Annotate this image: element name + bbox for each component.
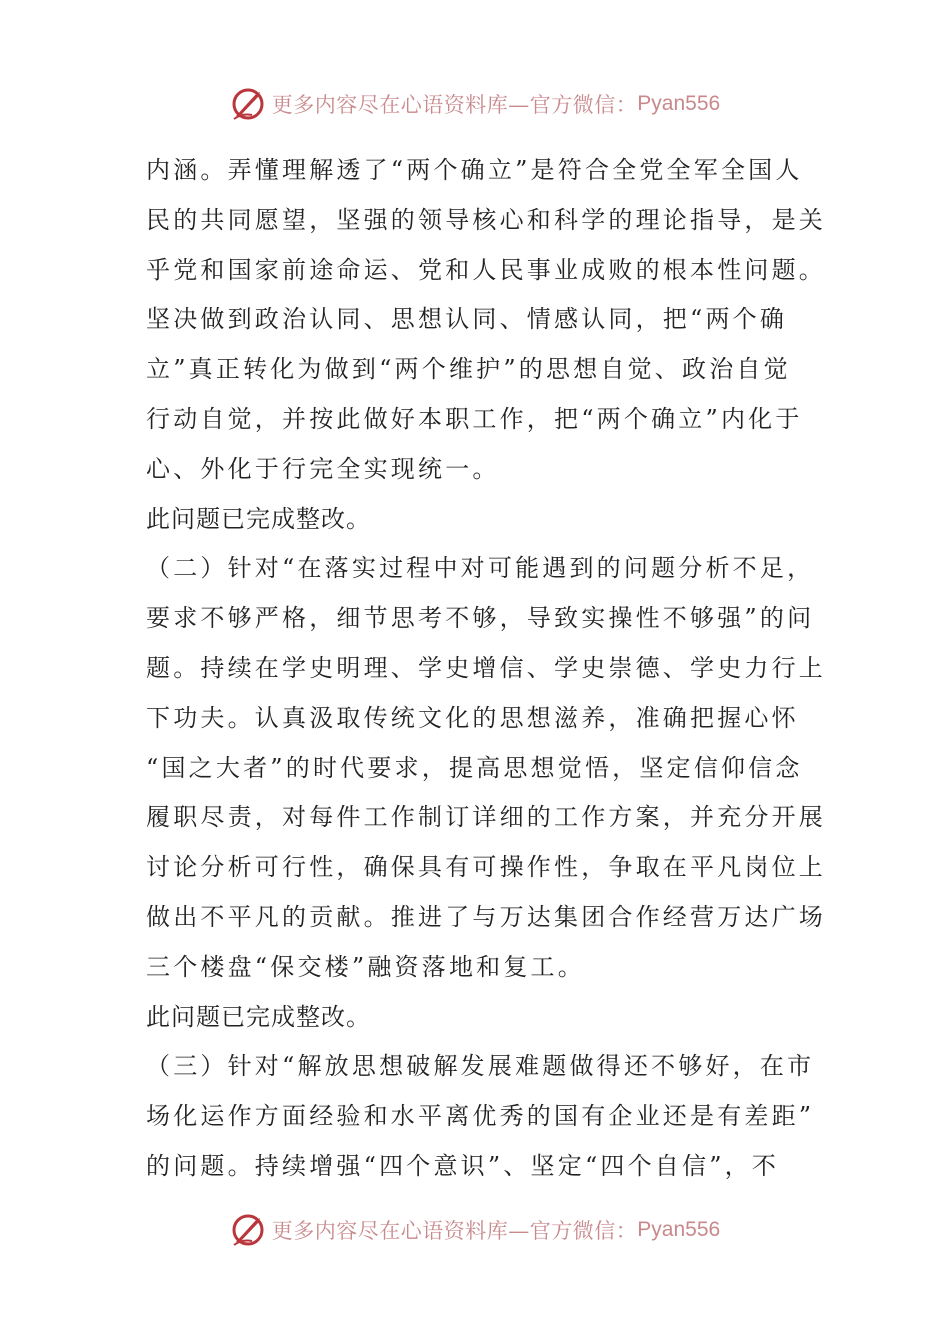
text-line: 此问题已完成整改。 <box>146 1002 371 1031</box>
text-line: 讨论分析可行性，确保具有可操作性，争取在平凡岗位上 <box>146 853 826 882</box>
text-line: 坚决做到政治认同、思想认同、情感认同，把“两个确 <box>146 305 788 334</box>
banner-text: 更多内容尽在心语资料库—官方微信： <box>271 93 638 117</box>
text-line: 心、外化于行完全实现统一。 <box>146 454 500 483</box>
text-line: 题。持续在学史明理、学史增信、学史崇德、学史力行上 <box>146 653 826 682</box>
text-line: 民的共同愿望，坚强的领导核心和科学的理论指导，是关 <box>146 205 826 234</box>
wechat-id: Pyan556 <box>637 1218 721 1241</box>
text-line: 乎党和国家前途命运、党和人民事业成败的根本性问题。 <box>146 255 826 284</box>
text-line: “国之大者”的时代要求，提高思想觉悟，坚定信仰信念 <box>146 753 803 782</box>
text-line: 的问题。持续增强“四个意识”、坚定“四个自信”，不 <box>146 1151 780 1180</box>
text-line: 三个楼盘“保交楼”融资落地和复工。 <box>146 952 585 981</box>
section-heading-line: （三）针对“解放思想破解发展难题做得还不够好，在市 <box>146 1052 815 1081</box>
wechat-id: Pyan556 <box>637 92 721 115</box>
text-line: 立”真正转化为做到“两个维护”的思想自觉、政治自觉 <box>146 355 791 384</box>
document-body <box>146 146 826 1192</box>
banner-text: 更多内容尽在心语资料库—官方微信： <box>271 1219 638 1243</box>
footer-banner <box>0 1208 950 1252</box>
text-line: 要求不够严格，细节思考不够，导致实操性不够强”的问 <box>146 604 815 633</box>
section-heading-line: （二）针对“在落实过程中对可能遇到的问题分析不足， <box>146 554 815 583</box>
quill-logo-icon <box>230 1212 266 1248</box>
text-line: 做出不平凡的贡献。推进了与万达集团合作经营万达广场 <box>146 902 826 931</box>
quill-logo-icon <box>230 86 266 122</box>
text-line: 内涵。弄懂理解透了“两个确立”是符合全党全军全国人 <box>146 156 803 184</box>
text-line: 此问题已完成整改。 <box>146 504 371 533</box>
text-line: 下功夫。认真汲取传统文化的思想滋养，准确把握心怀 <box>146 703 799 732</box>
header-banner <box>0 82 950 126</box>
text-line: 行动自觉，并按此做好本职工作，把“两个确立”内化于 <box>146 404 803 433</box>
text-line: 场化运作方面经验和水平离优秀的国有企业还是有差距” <box>146 1102 815 1131</box>
text-line: 履职尽责，对每件工作制订详细的工作方案，并充分开展 <box>146 803 826 832</box>
